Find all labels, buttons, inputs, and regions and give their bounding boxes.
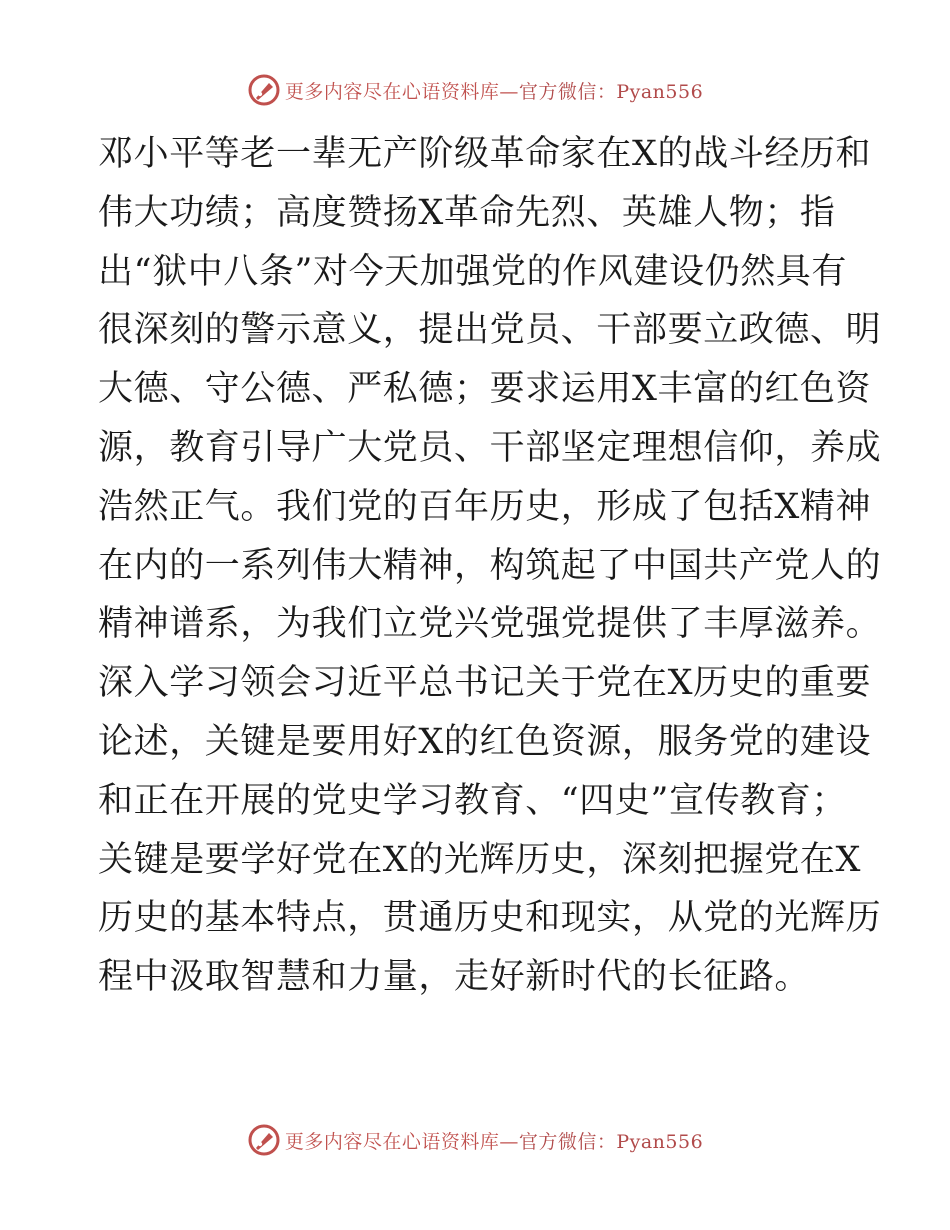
watermark-main-text: 更多内容尽在心语资料库: [284, 80, 500, 103]
text-line: 论述，关键是要用好X的红色资源，服务党的建设: [98, 721, 872, 762]
text-line: 浩然正气。我们党的百年历史，形成了包括X精神: [98, 486, 872, 527]
watermark-main-text: 更多内容尽在心语资料库: [284, 1130, 500, 1153]
watermark-contact-text: 官方微信：Pyan556: [518, 1130, 704, 1153]
text-line: 邓小平等老一辈无产阶级革命家在X的战斗经历和: [98, 134, 872, 174]
text-line: 伟大功绩；高度赞扬X革命先烈、英雄人物；指: [98, 192, 836, 233]
watermark-contact-text: 官方微信：Pyan556: [518, 80, 704, 103]
watermark-separator: —: [499, 1130, 519, 1153]
watermark-text: [285, 1127, 703, 1154]
text-line: 在内的一系列伟大精神，构筑起了中国共产党人的: [98, 545, 882, 586]
text-line: 程中汲取智慧和力量，走好新时代的长征路。: [98, 957, 811, 998]
watermark-separator: —: [499, 80, 519, 103]
text-line: 关键是要学好党在X的光辉历史，深刻把握党在X: [98, 839, 862, 880]
text-line: 和正在开展的党史学习教育、“四史”宣传教育；: [98, 780, 847, 821]
pen-nib-logo-icon: [247, 73, 281, 107]
document-body: [98, 125, 882, 1007]
watermark-text: [285, 77, 703, 104]
text-line: 深入学习领会习近平总书记关于党在X历史的重要: [98, 663, 872, 704]
header-watermark: [0, 70, 950, 110]
text-line: 源，教育引导广大党员、干部坚定理想信仰，养成: [98, 427, 882, 468]
text-line: 很深刻的警示意义，提出党员、干部要立政德、明: [98, 310, 882, 351]
footer-watermark: [0, 1120, 950, 1160]
text-line: 精神谱系，为我们立党兴党强党提供了丰厚滋养。: [98, 604, 882, 645]
text-line: 历史的基本特点，贯通历史和现实，从党的光辉历: [98, 898, 882, 939]
pen-nib-logo-icon: [247, 1123, 281, 1157]
text-line: 出“狱中八条”对今天加强党的作风建设仍然具有: [98, 251, 847, 292]
text-line: 大德、守公德、严私德；要求运用X丰富的红色资: [98, 369, 872, 410]
